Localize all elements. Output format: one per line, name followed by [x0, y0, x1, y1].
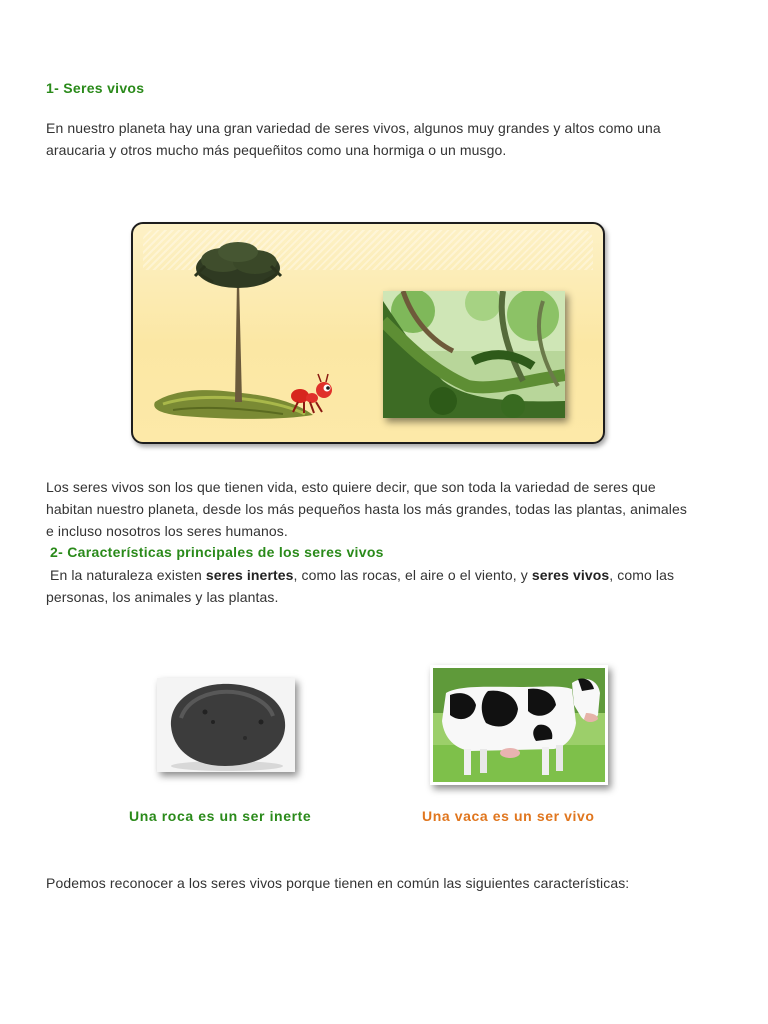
text-mid: , como las rocas, el aire o el viento, y	[293, 567, 532, 583]
ant-illustration	[288, 372, 338, 417]
section-2-paragraph	[46, 564, 746, 608]
rock-caption: Una roca es un ser inerte	[129, 808, 312, 824]
definition-line-2: habitan nuestro planeta, desde los más pequeños hasta los más grandes, todas las plantas, animales	[46, 501, 687, 517]
rock-photo	[157, 678, 295, 772]
section-1-heading: 1- Seres vivos	[46, 80, 145, 96]
text-end: , como las	[609, 567, 675, 583]
cow-caption: Una vaca es un ser vivo	[422, 808, 595, 824]
intro-line-2: araucaria y otros mucho más pequeñitos como una hormiga o un musgo.	[46, 142, 507, 158]
definition-line-3: e incluso nosotros los seres humanos.	[46, 523, 288, 539]
section-2-heading: 2- Características principales de los seres vivos	[50, 544, 384, 560]
definition-line-1: Los seres vivos son los que tienen vida, esto quiere decir, que son toda la variedad de seres que	[46, 479, 656, 495]
section-2-line-2: personas, los animales y las plantas.	[46, 589, 279, 605]
definition-paragraph	[46, 476, 746, 542]
illustration-frame	[131, 222, 605, 444]
intro-paragraph	[46, 117, 736, 161]
closing-paragraph: Podemos reconocer a los seres vivos porque tienen en común las siguientes características:	[46, 875, 630, 891]
intro-line-1: En nuestro planeta hay una gran variedad de seres vivos, algunos muy grandes y altos como una	[46, 120, 661, 136]
cow-photo	[430, 665, 608, 785]
bold-seres-vivos: seres vivos	[531, 567, 610, 583]
moss-forest-photo	[383, 291, 565, 418]
section-2-line-1	[46, 564, 746, 586]
text-start: En la naturaleza existen	[50, 567, 206, 583]
bold-seres-inertes: seres inertes	[205, 567, 294, 583]
